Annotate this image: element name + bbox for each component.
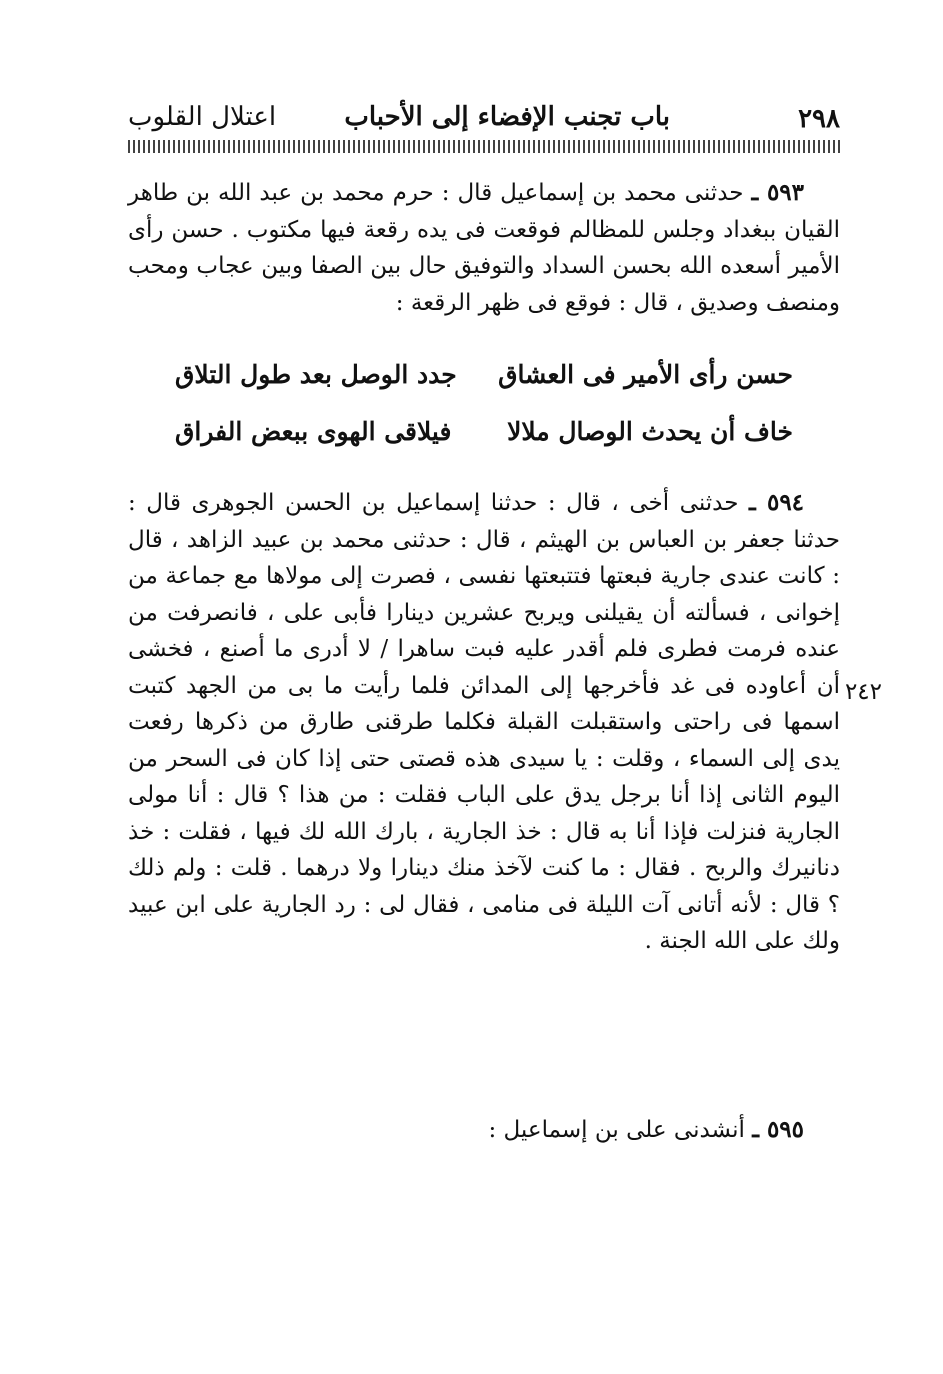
- paragraph: [128, 485, 840, 960]
- manuscript-folio-note: ٢٤٢: [844, 679, 882, 705]
- paragraph: [128, 1112, 840, 1149]
- entry-text: حدثنى محمد بن إسماعيل قال : حرم محمد بن عبد الله بن طاهر القيان ببغداد وجلس للمظالم فوقعت فى يده رقعة فيها مكتوب . حسن رأى الأمير أسعده الله بحسن السداد والتوفيق حال بين الصفا وبين عجاب ومحب ومنصف وصديق ، قال : فوقع فى ظهر الرقعة :: [128, 180, 840, 316]
- verse: [175, 360, 793, 417]
- entry-593: [128, 175, 840, 321]
- book-title: اعتلال القلوب: [128, 102, 277, 132]
- entry-595: [128, 1112, 840, 1149]
- poem: [175, 360, 793, 474]
- paragraph: [128, 175, 840, 321]
- entry-number: ٥٩٣ ـ: [751, 179, 805, 206]
- entry-text: حدثنى أخى ، قال : حدثنا إسماعيل بن الحسن الجوهرى قال : حدثنا جعفر بن العباس بن الهيثم ، قال : حدثنى محمد بن عبيد الزاهد ، قال : كانت عندى جارية فبعتها فتتبعتها نفسى ، فصرت إلى مولاها مع جماعة من إخوانى ، فسألته أن يقيلنى ويربح عشرين دينارا فأبى على ، فانصرفت من عنده فرمت فطرى فلم أقدر عليه فبت ساهرا / لا أدرى ما أصنع ، فخشى أن أعاوده فى غد فأخرجها إلى المدائن فلما رأيت ما بى من الجهد كتبت اسمها فى راحتى واستقبلت القبلة فكلما طرقنى طارق من ذكرها رفعت يدى إلى السماء ، وقلت : يا سيدى هذه قصتى حتى إذا كان فى السحر من اليوم الثانى إذا أنا برجل يدق على الباب فقلت : من هذا ؟ قال : أنا مولى الجارية فنزلت فإذا أنا به قال : خذ الجارية ، بارك الله لك فيها ، فقلت : خذ دنانيرك والربح . فقال : ما كنت لآخذ منك دينارا ولا درهما . قلت : ولم ذلك ؟ قال : لأنه أتانى آت الليلة فى منامى ، فقال لى : رد الجارية على ابن عبيد ولك على الله الجنة .: [128, 490, 840, 954]
- header-ornament-rule: [128, 140, 840, 153]
- verse-second-hemistich: جدد الوصل بعد طول التلاق: [175, 360, 457, 389]
- chapter-title: باب تجنب الإفضاء إلى الأحباب: [344, 102, 670, 132]
- entry-594: [128, 485, 840, 960]
- running-header: [128, 100, 840, 140]
- page-number: ٢٩٨: [798, 104, 840, 134]
- entry-number: ٥٩٥ ـ: [752, 1116, 804, 1143]
- entry-number: ٥٩٤ ـ: [749, 489, 805, 516]
- verse-first-hemistich: خاف أن يحدث الوصال ملالا: [507, 417, 793, 446]
- verse-first-hemistich: حسن رأى الأمير فى العشاق: [498, 360, 793, 389]
- entry-text: أنشدنى على بن إسماعيل :: [488, 1117, 745, 1143]
- verse-second-hemistich: فيلاقى الهوى ببعض الفراق: [175, 417, 452, 446]
- verse: [175, 417, 793, 474]
